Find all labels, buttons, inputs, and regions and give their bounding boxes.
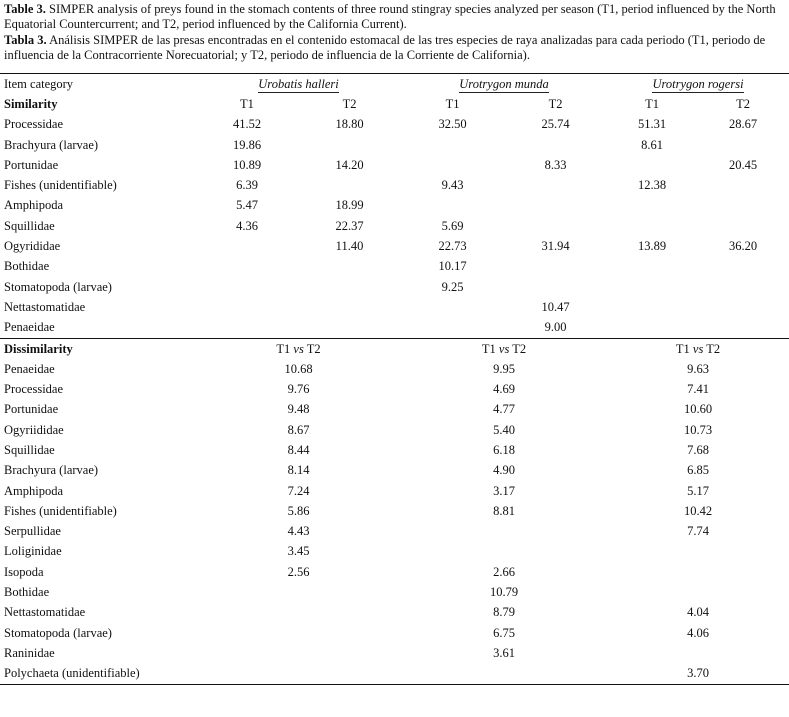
similarity-value <box>607 216 697 236</box>
t1-header: T1 <box>645 96 659 111</box>
similarity-value <box>504 277 607 297</box>
similarity-value <box>504 257 607 277</box>
vs-label: vs <box>293 341 304 356</box>
similarity-value <box>697 216 789 236</box>
dissimilarity-value: 5.40 <box>493 422 515 437</box>
dissimilarity-value <box>196 643 401 663</box>
similarity-value: 19.86 <box>232 137 262 152</box>
dissimilarity-row <box>0 359 789 379</box>
similarity-value <box>401 135 504 155</box>
item-name: Processidae <box>4 382 64 397</box>
dissimilarity-value: 7.24 <box>287 483 310 498</box>
dissimilarity-value: 8.79 <box>493 605 515 620</box>
item-name: Penaeidae <box>4 361 55 376</box>
dissimilarity-value: 2.66 <box>493 564 515 579</box>
dissimilarity-value: 4.69 <box>493 382 515 397</box>
item-name: Fishes (unidentifiable) <box>4 178 117 193</box>
item-name: Penaeidae <box>4 320 55 335</box>
similarity-value <box>697 277 789 297</box>
similarity-value <box>196 318 298 339</box>
similarity-value: 8.33 <box>544 157 567 172</box>
dissimilarity-value: 8.81 <box>493 503 515 518</box>
similarity-row <box>0 297 789 317</box>
dissimilarity-value: 8.44 <box>287 442 310 457</box>
simper-table <box>0 73 789 685</box>
item-name: Polychaeta (unidentifiable) <box>0 664 196 685</box>
dissimilarity-value: 3.61 <box>493 645 515 660</box>
dissimilarity-value: 10.79 <box>489 585 519 600</box>
species-urobatis-halleri: Urobatis halleri <box>196 74 401 95</box>
similarity-value: 8.61 <box>641 137 663 152</box>
dissimilarity-value: 9.48 <box>287 402 310 417</box>
similarity-value: 10.47 <box>541 299 570 314</box>
t1-vs-t2-header <box>196 338 401 359</box>
similarity-value: 28.67 <box>728 117 758 132</box>
dissimilarity-row <box>0 440 789 460</box>
dissimilarity-value: 7.74 <box>687 524 709 539</box>
caption-english <box>4 2 783 32</box>
item-name: Amphipoda <box>4 198 64 213</box>
item-name: Brachyura (larvae) <box>4 463 99 478</box>
dissimilarity-value: 9.95 <box>493 361 515 376</box>
dissimilarity-value: 4.90 <box>493 463 515 478</box>
similarity-row <box>0 216 789 236</box>
similarity-value: 10.17 <box>438 259 467 274</box>
dissimilarity-header-row <box>0 338 789 359</box>
similarity-row <box>0 155 789 175</box>
dissimilarity-value: 10.42 <box>683 503 713 518</box>
similarity-value <box>298 135 401 155</box>
item-name: Isopoda <box>4 564 44 579</box>
item-name: Stomatopoda (larvae) <box>4 279 112 294</box>
similarity-value: 18.80 <box>335 117 364 132</box>
similarity-value <box>697 257 789 277</box>
dissimilarity-row <box>0 461 789 481</box>
similarity-value: 41.52 <box>232 117 262 132</box>
dissimilarity-value: 8.67 <box>287 422 310 437</box>
table-caption <box>0 0 789 63</box>
similarity-value: 51.31 <box>637 117 667 132</box>
dissimilarity-value <box>196 582 401 602</box>
item-name: Stomatopoda (larvae) <box>4 625 112 640</box>
similarity-value: 14.20 <box>335 157 364 172</box>
dissimilarity-value: 9.63 <box>687 361 709 376</box>
t2-header: T2 <box>342 96 357 111</box>
dissimilarity-value: 4.04 <box>687 605 709 620</box>
dissimilarity-value: 8.14 <box>287 463 310 478</box>
similarity-value <box>298 257 401 277</box>
caption-en-label: Table 3. <box>4 2 46 16</box>
t1-vs-t2-header <box>401 338 607 359</box>
item-category-header: Item category <box>0 74 196 95</box>
dissimilarity-row <box>0 420 789 440</box>
dissimilarity-value: 2.56 <box>287 564 310 579</box>
dissimilarity-value: 3.17 <box>493 483 515 498</box>
dissimilarity-value: 6.18 <box>493 442 515 457</box>
t1-header: T1 <box>240 96 254 111</box>
t1-header: T1 <box>445 96 460 111</box>
dissimilarity-row <box>0 603 789 623</box>
dissimilarity-row <box>0 400 789 420</box>
similarity-value <box>298 297 401 317</box>
dissimilarity-value: 6.85 <box>687 463 709 478</box>
item-name: Brachyura (larvae) <box>4 137 99 152</box>
dissimilarity-label: Dissimilarity <box>0 338 196 359</box>
dissimilarity-value <box>607 542 789 562</box>
similarity-value <box>504 135 607 155</box>
similarity-value <box>607 155 697 175</box>
dissimilarity-value: 4.77 <box>493 402 515 417</box>
dissimilarity-value: 10.60 <box>683 402 713 417</box>
dissimilarity-row <box>0 623 789 643</box>
caption-en-text: SIMPER analysis of preys found in the stomach contents of three round stingray species analyzed per season (T1, period influenced by the North Equatorial Countercurrent; and T2, period influenced by the California Current). <box>4 2 776 31</box>
dissimilarity-row <box>0 664 789 685</box>
t2-header: T2 <box>548 96 563 111</box>
item-name: Serpullidae <box>4 524 61 539</box>
species-urotrygon-rogersi: Urotrygon rogersi <box>607 74 789 95</box>
t1-label: T1 <box>675 341 690 356</box>
similarity-value <box>607 196 697 216</box>
item-name: Nettastomatidae <box>4 605 86 620</box>
similarity-value: 25.74 <box>541 117 570 132</box>
dissimilarity-value <box>607 582 789 602</box>
vs-label: vs <box>498 341 510 356</box>
similarity-value <box>196 236 298 256</box>
similarity-row <box>0 236 789 256</box>
similarity-value: 6.39 <box>236 178 258 193</box>
similarity-value: 20.45 <box>728 157 758 172</box>
similarity-label: Similarity <box>4 96 58 111</box>
item-name: Loliginidae <box>4 544 62 559</box>
item-name: Ogyriididae <box>4 422 64 437</box>
similarity-value <box>504 196 607 216</box>
dissimilarity-row <box>0 542 789 562</box>
dissimilarity-value: 5.17 <box>687 483 709 498</box>
t1-label: T1 <box>276 341 291 356</box>
dissimilarity-value: 5.86 <box>287 503 310 518</box>
t2-header: T2 <box>736 96 750 111</box>
dissimilarity-value: 6.75 <box>493 625 515 640</box>
item-name: Processidae <box>4 117 64 132</box>
dissimilarity-value: 3.70 <box>607 664 789 685</box>
dissimilarity-value <box>196 623 401 643</box>
caption-es-text: Análisis SIMPER de las presas encontradas en el contenido estomacal de las tres especies de raya analizadas para cada periodo (T1, periodo de influencia de la Contracorriente Norecuatorial; y T2, periodo de influencia de la Corriente de California). <box>4 33 766 62</box>
similarity-value: 9.25 <box>441 279 464 294</box>
dissimilarity-value <box>196 603 401 623</box>
similarity-value: 10.89 <box>232 157 262 172</box>
t1-label: T1 <box>481 341 496 356</box>
species-urotrygon-munda: Urotrygon munda <box>401 74 607 95</box>
similarity-value: 18.99 <box>335 198 364 213</box>
vs-label: vs <box>692 341 704 356</box>
dissimilarity-row <box>0 481 789 501</box>
dissimilarity-row <box>0 501 789 521</box>
dissimilarity-row <box>0 522 789 542</box>
similarity-value: 9.43 <box>441 178 464 193</box>
similarity-value <box>504 216 607 236</box>
dissimilarity-value <box>196 664 401 685</box>
dissimilarity-value: 9.76 <box>287 382 310 397</box>
dissimilarity-value: 4.06 <box>687 625 709 640</box>
dissimilarity-value: 7.68 <box>687 442 709 457</box>
similarity-value: 11.40 <box>335 239 364 254</box>
t2-label: T2 <box>306 341 321 356</box>
similarity-value <box>697 175 789 195</box>
similarity-row <box>0 277 789 297</box>
item-name: Squillidae <box>4 218 55 233</box>
item-name: Portunidae <box>4 402 59 417</box>
t1-vs-t2-header <box>607 338 789 359</box>
similarity-value <box>298 277 401 297</box>
dissimilarity-row <box>0 582 789 602</box>
similarity-value <box>196 257 298 277</box>
dissimilarity-value: 7.41 <box>687 382 709 397</box>
similarity-value <box>697 297 789 317</box>
dissimilarity-value: 3.45 <box>287 544 310 559</box>
similarity-value <box>401 196 504 216</box>
similarity-value <box>196 297 298 317</box>
similarity-value <box>697 135 789 155</box>
similarity-value: 13.89 <box>637 239 667 254</box>
dissimilarity-row <box>0 379 789 399</box>
similarity-value <box>504 175 607 195</box>
similarity-row <box>0 135 789 155</box>
similarity-header-row <box>0 94 789 114</box>
similarity-row <box>0 196 789 216</box>
similarity-value <box>607 318 697 339</box>
similarity-row <box>0 115 789 135</box>
similarity-value <box>401 318 504 339</box>
similarity-value: 12.38 <box>637 178 667 193</box>
similarity-value: 32.50 <box>438 117 467 132</box>
similarity-value <box>298 318 401 339</box>
dissimilarity-value: 10.68 <box>284 361 313 376</box>
similarity-value <box>196 277 298 297</box>
similarity-value <box>401 297 504 317</box>
dissimilarity-value: 10.73 <box>683 422 713 437</box>
similarity-value: 5.69 <box>441 218 464 233</box>
caption-es-label: Tabla 3. <box>4 33 47 47</box>
similarity-row <box>0 257 789 277</box>
similarity-value: 4.36 <box>236 218 258 233</box>
dissimilarity-value <box>607 643 789 663</box>
similarity-row <box>0 175 789 195</box>
species-header-row <box>0 74 789 95</box>
item-name: Nettastomatidae <box>4 299 86 314</box>
similarity-value: 9.00 <box>544 320 567 335</box>
similarity-value: 22.37 <box>335 218 364 233</box>
dissimilarity-value: 4.43 <box>287 524 310 539</box>
item-name: Amphipoda <box>4 483 64 498</box>
similarity-value: 5.47 <box>236 198 258 213</box>
caption-spanish <box>4 33 783 63</box>
similarity-value <box>401 155 504 175</box>
item-name: Ogyrididae <box>4 239 61 254</box>
item-name: Squillidae <box>4 442 55 457</box>
similarity-value <box>697 196 789 216</box>
simper-table-body <box>0 74 789 685</box>
similarity-value <box>607 257 697 277</box>
similarity-value <box>607 297 697 317</box>
similarity-value: 31.94 <box>541 239 570 254</box>
similarity-value <box>607 277 697 297</box>
item-name: Bothidae <box>4 585 50 600</box>
item-name: Portunidae <box>4 157 59 172</box>
item-name: Fishes (unidentifiable) <box>4 503 117 518</box>
similarity-value <box>298 175 401 195</box>
similarity-value <box>697 318 789 339</box>
item-name: Raninidae <box>4 645 55 660</box>
dissimilarity-value <box>401 542 607 562</box>
dissimilarity-value <box>401 522 607 542</box>
similarity-value: 22.73 <box>438 239 467 254</box>
t2-label: T2 <box>706 341 721 356</box>
item-name: Bothidae <box>4 259 50 274</box>
similarity-row <box>0 318 789 339</box>
dissimilarity-value <box>401 664 607 685</box>
dissimilarity-row <box>0 562 789 582</box>
similarity-value: 36.20 <box>728 239 758 254</box>
dissimilarity-row <box>0 643 789 663</box>
dissimilarity-value <box>607 562 789 582</box>
t2-label: T2 <box>512 341 527 356</box>
